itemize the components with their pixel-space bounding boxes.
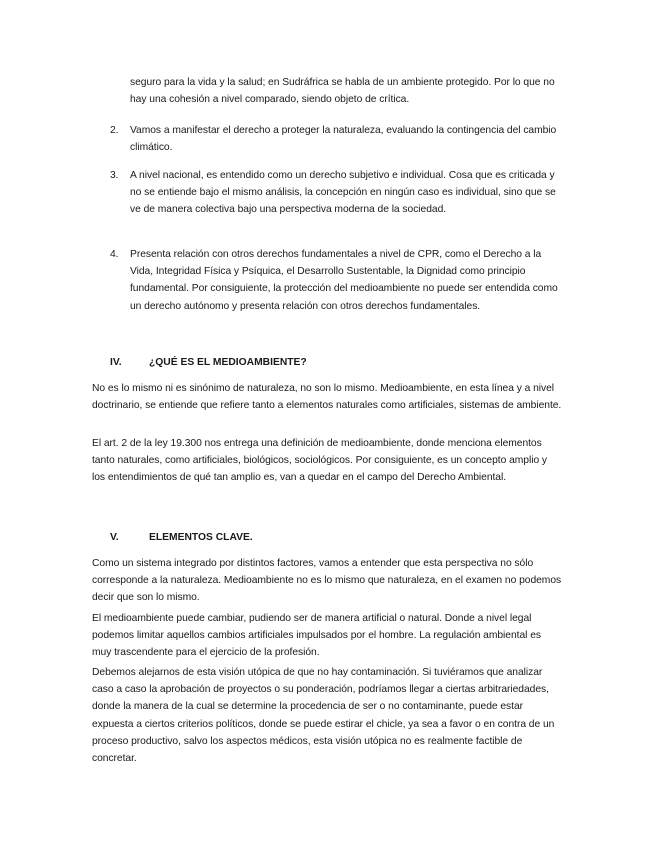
list-item-continuation: seguro para la vida y la salud; en Sudráfrica se habla de un ambiente protegido. Por lo que no hay una cohesión a nivel comparado, siendo objeto de crítica. <box>130 77 555 106</box>
section-heading-title: ¿QUÉ ES EL MEDIOAMBIENTE? <box>149 357 307 368</box>
list-item-text: Vamos a manifestar el derecho a proteger la naturaleza, evaluando la contingencia del cambio climático. <box>130 125 557 154</box>
list-item-number: 4. <box>110 249 119 260</box>
list-item-text: Presenta relación con otros derechos fundamentales a nivel de CPR, como el Derecho a la Vida, Integridad Física y Psíquica, el Desarrollo Sustentable, la Dignidad como principio fundamental. Por consiguiente, la protección del medioambiente no puede ser entendida como un derecho autónomo y presenta relación con otros derechos fundamentales. <box>130 249 558 312</box>
list-item-number: 2. <box>110 125 119 136</box>
list-item <box>110 167 560 219</box>
list-item-number: 3. <box>110 170 119 181</box>
list-item-text: A nivel nacional, es entendido como un derecho subjetivo e individual. Cosa que es criticada y no se entiende bajo el mismo análisis, la concepción en ningún caso es individual, sino que se ve de manera colectiva bajo una perspectiva moderna de la sociedad. <box>130 170 556 216</box>
list-item <box>110 246 560 315</box>
paragraph: Como un sistema integrado por distintos factores, vamos a entender que esta perspectiva no sólo corresponde a la naturaleza. Medioambiente no es lo mismo que naturaleza, en el examen no podemos decir que son lo mismo. <box>92 558 562 604</box>
section-heading-title: ELEMENTOS CLAVE. <box>149 532 253 543</box>
paragraph: No es lo mismo ni es sinónimo de naturaleza, no son lo mismo. Medioambiente, en esta línea y a nivel doctrinario, se entiende que refiere tanto a elementos naturales como artificiales, sistemas de ambiente. <box>92 383 562 412</box>
paragraph: Debemos alejarnos de esta visión utópica de que no hay contaminación. Si tuviéramos que analizar caso a caso la aprobación de proyectos o su ponderación, podríamos llegar a ciertas arbitrariedades, donde la manera de la cual se determine la procedencia de ser o no contaminante, puede estar expuesta a ciertos criterios políticos, donde se puede estirar el chicle, ya sea a favor o en contra de un proceso productivo, salvo los aspectos médicos, esta visión utópica no es realmente factible de concretar. <box>92 667 555 765</box>
paragraph: El art. 2 de la ley 19.300 nos entrega una definición de medioambiente, donde menciona elementos tanto naturales, como artificiales, biológicos, sociológicos. Por consiguiente, es un concepto amplio y los entendimientos de qué tan amplio es, van a quedar en el campo del Derecho Ambiental. <box>92 438 548 484</box>
section-heading-numeral: IV. <box>110 357 122 368</box>
paragraph: El medioambiente puede cambiar, pudiendo ser de manera artificial o natural. Donde a nivel legal podemos limitar aquellos cambios artificiales impulsados por el hombre. La regulación ambiental es muy trascendente para el ejercicio de la profesión. <box>92 613 541 659</box>
list-item <box>110 122 560 156</box>
section-heading-numeral: V. <box>110 532 119 543</box>
